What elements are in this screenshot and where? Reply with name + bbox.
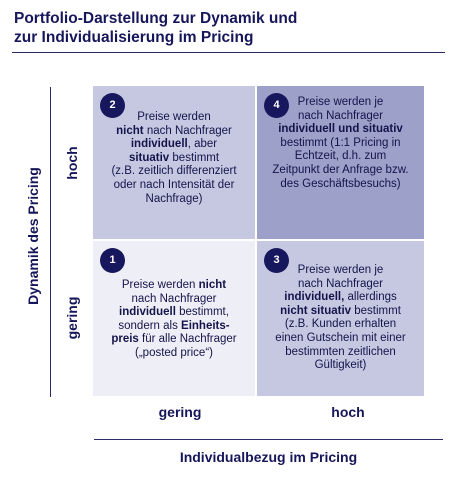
quadrant-1 [93, 241, 255, 396]
quadrant-2-text [97, 111, 251, 206]
q4-line: Echtzeit, d.h. zum [294, 150, 387, 163]
diagram-title [14, 9, 444, 47]
q2-line [97, 152, 251, 166]
q1-bold: preis [111, 333, 139, 346]
q1-bold: individuell [119, 306, 176, 319]
q3-line: (z.B. Kunden erhalten [284, 318, 397, 331]
q1-line [97, 279, 251, 293]
q4-line [261, 123, 420, 137]
q3-bold: nicht situativ [280, 304, 352, 317]
q2-line: oder nach Intensität der [113, 178, 235, 191]
q1-line: („posted price“) [135, 346, 213, 359]
x-tick-low: gering [158, 404, 202, 420]
x-axis-title: Individualbezug im Pricing [179, 449, 358, 465]
q3-line: Preise werden je [297, 264, 384, 276]
q2-line [97, 138, 251, 152]
q4-line: Preise werden je [297, 96, 384, 108]
quadrant-4 [257, 86, 424, 239]
portfolio-matrix [93, 86, 424, 396]
q3-line: Gültigkeit) [314, 359, 367, 372]
q4-line: nach Nachfrager [297, 109, 384, 122]
q4-line: des Geschäftsbesuchs) [280, 177, 401, 190]
q1-bold: nicht [198, 279, 227, 291]
q2-text: nach Nachfrager [143, 124, 232, 137]
y-tick-high-label: hoch [64, 146, 80, 180]
quadrant-4-text [261, 96, 420, 191]
q3-line: bestimmten zeitlichen [285, 345, 396, 358]
q2-text: , aber [187, 138, 218, 151]
q1-text: bestimmt, [175, 306, 229, 319]
quadrant-3-badge: 3 [264, 248, 289, 273]
q3-line: einen Gutschein mit einer [275, 331, 406, 344]
q1-bold: Einheits- [181, 319, 230, 332]
q1-text: Preise werden [121, 279, 199, 291]
q3-text: allerdings [344, 291, 397, 304]
title-line-1: Portfolio-Darstellung zur Dynamik und [14, 10, 298, 27]
q2-bold: individuell [130, 138, 188, 151]
y-axis-title-text: Dynamik des Pricing [25, 167, 41, 305]
q2-text: bestimmt [169, 151, 220, 164]
q1-line [97, 306, 251, 320]
x-axis-line [94, 439, 443, 440]
y-tick-low-label: gering [64, 296, 80, 340]
q4-line: Zeitpunkt der Anfrage bzw. [272, 163, 409, 176]
q1-text: für alle Nachfrager [138, 333, 237, 346]
q1-line: nach Nachfrager [131, 292, 217, 305]
quadrant-2 [93, 86, 255, 239]
q3-bold: individuell, [284, 291, 345, 304]
q3-line: nach Nachfrager [297, 277, 384, 290]
quadrant-3 [257, 241, 424, 396]
q2-bold: situativ [128, 151, 170, 164]
q2-line: Preise werden [137, 111, 211, 123]
quadrant-1-text [97, 279, 251, 361]
x-tick-high: hoch [331, 404, 365, 420]
q1-line [97, 320, 251, 334]
q3-text: bestimmt [351, 304, 401, 317]
quadrant-2-badge: 2 [100, 93, 125, 118]
q2-line [97, 125, 251, 139]
title-divider [12, 52, 445, 53]
q1-line [97, 333, 251, 347]
q4-bold: individuell und situativ [278, 123, 403, 136]
q3-line [261, 305, 420, 319]
q1-text: sondern als [118, 319, 182, 332]
quadrant-3-text [261, 264, 420, 373]
q2-bold: nicht [116, 124, 144, 137]
q2-line: Nachfrage) [145, 192, 203, 205]
q3-line [261, 291, 420, 305]
q2-line: (z.B. zeitlich differenziert [111, 165, 237, 178]
quadrant-4-badge: 4 [264, 93, 289, 118]
title-line-2: zur Individualisierung im Pricing [14, 29, 254, 46]
q4-line: bestimmt (1:1 Pricing in [280, 136, 401, 149]
y-axis-line [50, 87, 51, 397]
quadrant-1-badge: 1 [100, 248, 125, 273]
